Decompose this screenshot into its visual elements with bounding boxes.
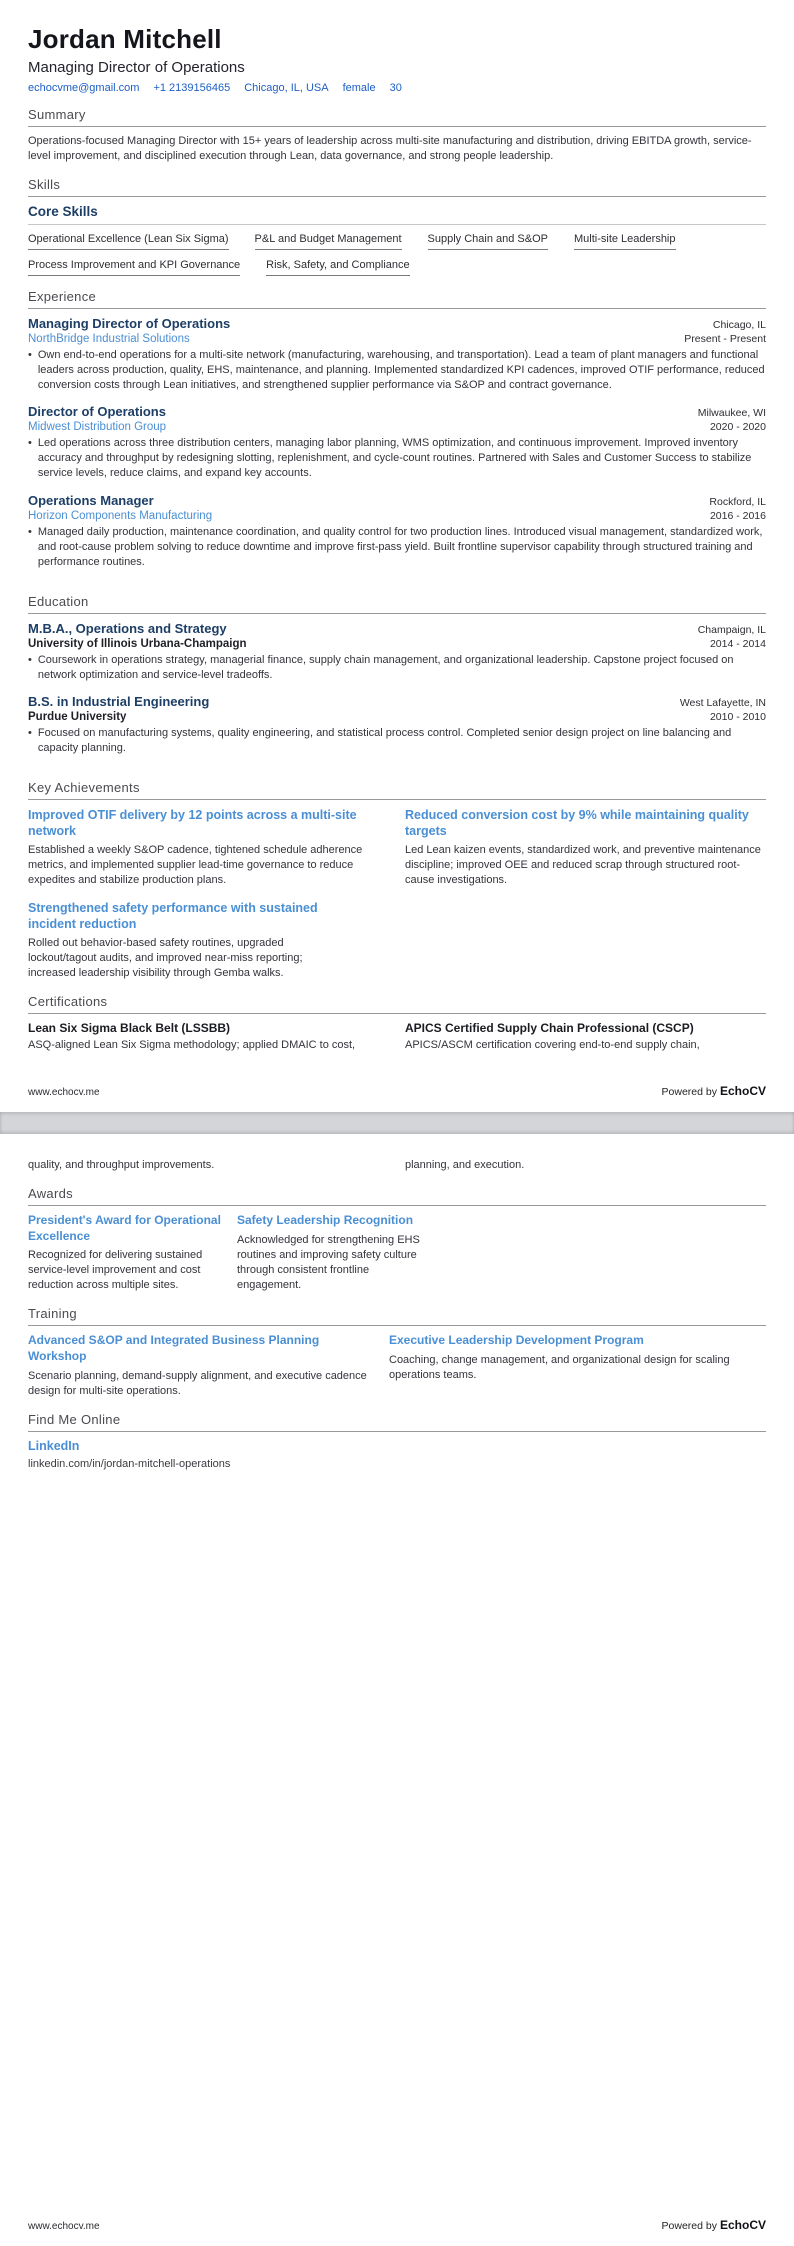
achievement-text: Rolled out behavior-based safety routines, upgraded lockout/tagout audits, and improved near-miss reporting; increased leadership visibility through Gemba walks. [28,937,303,980]
skill-item: Operational Excellence (Lean Six Sigma) [28,233,229,250]
achievements-grid [28,807,766,981]
achievements-section [28,767,766,981]
summary-section [28,94,766,164]
training-text: Scenario planning, demand-supply alignment, and executive cadence design for multi-site operations. [28,1369,367,1397]
skill-item: Multi-site Leadership [574,233,676,250]
contact-gender: female [342,82,376,94]
online-profile-url[interactable]: linkedin.com/in/jordan-mitchell-operations [28,1457,231,1470]
education-description: • Coursework in operations strategy, managerial finance, supply chain management, and organizational leadership. Capstone project focused on network optimization and service-level tradeoffs. [37,653,734,681]
experience-title-row [28,316,766,331]
certifications-grid [28,1021,766,1053]
training-section [28,1293,766,1398]
resume-page-1 [0,0,794,1112]
experience-company-row [28,331,766,345]
experience-section [28,276,766,581]
person-name: Jordan Mitchell [28,24,222,54]
section-heading-awards: Awards [28,1186,766,1206]
company-name: Horizon Components Manufacturing [28,509,213,522]
experience-title-row [28,404,766,419]
training-title: Advanced S&OP and Integrated Business Planning Workshop [28,1333,320,1364]
online-profile-label[interactable]: LinkedIn [28,1438,80,1453]
job-dates: 2020 - 2020 [709,421,766,434]
education-title-row [28,694,766,709]
education-entry [28,621,766,683]
section-heading-education: Education [28,594,766,614]
online-profile [28,1439,766,1470]
resume-page-2 [0,1134,794,2246]
section-heading-skills: Skills [28,177,766,197]
education-school-row [28,636,766,650]
job-description: • Own end-to-end operations for a multi-site network (manufacturing, warehousing, and transportation). Lead a team of plant managers and functional leaders across production, quality, EHS, maintenance, and planning. Implemented standardized KPI cadences, improved OTIF performance, reduced conversion costs through Lean initiatives, and strengthened supplier performance via S&OP and contract governance. [37,349,765,392]
job-location: Rockford, IL [709,495,766,508]
training-text: Coaching, change management, and organizational design for scaling operations teams. [389,1354,730,1382]
company-name: Midwest Distribution Group [28,421,167,434]
experience-title-row [28,493,766,508]
training-item [28,1333,373,1398]
school-location: West Lafayette, IN [679,696,766,709]
contact-location: Chicago, IL, USA [244,82,329,94]
section-heading-training: Training [28,1306,766,1326]
brand-name: EchoCV [719,2218,766,2232]
award-item [28,1213,223,1293]
achievement-item [405,807,766,888]
degree-title: M.B.A., Operations and Strategy [28,620,227,636]
award-title: President's Award for Operational Excellence [28,1213,221,1243]
achievement-title: Improved OTIF delivery by 12 points across a multi-site network [28,807,357,838]
page-footer [28,2210,766,2232]
school-location: Champaign, IL [697,623,766,636]
summary-text: Operations-focused Managing Director with 15+ years of leadership across multi-site manufacturing and distribution, driving EBITDA growth, service-level improvement, and disciplined execution through Lean, data governance, and strong people leadership. [28,135,752,163]
job-dates: 2016 - 2016 [709,509,766,522]
section-heading-find-me-online: Find Me Online [28,1412,766,1432]
skills-group-title: Core Skills [28,204,766,225]
degree-title: B.S. in Industrial Engineering [28,693,210,709]
powered-by-label: Powered by [661,2220,717,2232]
company-name: NorthBridge Industrial Solutions [28,333,190,346]
achievement-item [28,807,389,888]
education-title-row [28,621,766,636]
training-grid [28,1333,766,1398]
award-text: Acknowledged for strengthening EHS routines and improving safety culture through consistent frontline engagement. [237,1233,420,1291]
job-title: Operations Manager [28,492,154,508]
award-title: Safety Leadership Recognition [237,1213,414,1228]
achievement-text: Led Lean kaizen events, standardized work, and preventive maintenance discipline; improved OEE and reduced scrap through structured root-cause investigations. [405,843,761,887]
job-title: Managing Director of Operations [28,316,231,332]
certification-description: APICS/ASCM certification covering end-to-end supply chain, [405,1039,700,1052]
job-title: Director of Operations [28,404,166,420]
job-location: Milwaukee, WI [697,407,766,420]
powered-by [662,1084,766,1098]
skill-item: P&L and Budget Management [255,233,402,250]
page-break-gap [0,1112,794,1134]
education-bullet [28,653,766,683]
job-bullet [28,525,766,570]
training-title: Executive Leadership Development Program [389,1333,644,1348]
achievement-title: Strengthened safety performance with sustained incident reduction [28,901,318,932]
job-description: • Led operations across three distribution centers, managing labor planning, WMS optimization, and continuous improvement. Improved inventory accuracy and throughput by redesigning slotting, replenishment, and cycle-count routines. Partnered with Sales and Customer Success to stabilize service levels, reduce claims, and expand key accounts. [37,437,752,480]
section-heading-certifications: Certifications [28,994,766,1014]
skills-section [28,164,766,276]
contact-phone[interactable]: +1 2139156465 [153,82,231,94]
certification-name: Lean Six Sigma Black Belt (LSSBB) [28,1021,231,1036]
certification-description-continued: quality, and throughput improvements. [28,1159,215,1171]
job-description: • Managed daily production, maintenance coordination, and quality control for two production lines. Introduced visual management, standardized work, and root-cause problem solving to reduce downtime and improve first-pass yield. Built frontline supervisor capability through structured training and performance routines. [37,525,763,568]
footer-site-link[interactable]: www.echocv.me [28,1087,100,1098]
footer-site-link[interactable]: www.echocv.me [28,2221,100,2232]
certifications-section [28,981,766,1053]
certification-item [405,1021,766,1053]
job-bullet [28,436,766,481]
award-text: Recognized for delivering sustained service-level improvement and cost reduction across multiple sites. [28,1249,203,1292]
skill-item: Risk, Safety, and Compliance [266,259,409,276]
skill-item: Process Improvement and KPI Governance [28,259,240,276]
school-dates: 2010 - 2010 [709,710,766,723]
section-heading-experience: Experience [28,289,766,309]
certifications-continued-grid [28,1158,766,1173]
brand-name: EchoCV [719,1084,766,1098]
awards-section [28,1173,766,1293]
section-heading-achievements: Key Achievements [28,780,766,800]
experience-entry [28,316,766,393]
achievement-item [28,900,389,981]
achievement-text: Established a weekly S&OP cadence, tightened schedule adherence metrics, and implemented supplier lead-time governance to reduce expedites and stabilize production plans. [28,843,363,887]
powered-by [662,2218,766,2232]
award-item [237,1213,432,1293]
education-section [28,581,766,767]
experience-company-row [28,419,766,433]
page-footer [28,1076,766,1098]
contact-age: 30 [389,82,402,94]
experience-entry [28,404,766,481]
skill-item: Supply Chain and S&OP [428,233,548,250]
resume-header [28,24,766,94]
education-bullet [28,726,766,756]
find-me-online-section [28,1399,766,1470]
experience-entry [28,493,766,570]
awards-grid [28,1213,766,1293]
job-dates: Present - Present [684,333,766,346]
education-entry [28,694,766,756]
contact-row [28,82,766,94]
job-location: Chicago, IL [712,319,766,332]
training-item [389,1333,734,1398]
school-dates: 2014 - 2014 [709,637,766,650]
experience-company-row [28,508,766,522]
school-name: Purdue University [28,710,127,723]
school-name: University of Illinois Urbana-Champaign [28,637,247,650]
certification-name: APICS Certified Supply Chain Professional (CSCP) [405,1021,694,1036]
certification-description: ASQ-aligned Lean Six Sigma methodology; applied DMAIC to cost, [28,1039,356,1052]
skills-list [28,233,766,276]
powered-by-label: Powered by [661,1086,717,1098]
contact-email[interactable]: echocvme@gmail.com [28,82,140,94]
certification-item [28,1021,389,1053]
person-job-title: Managing Director of Operations [28,59,245,76]
job-bullet [28,348,766,393]
achievement-title: Reduced conversion cost by 9% while maintaining quality targets [405,807,749,838]
certification-description-continued: planning, and execution. [405,1159,525,1171]
section-heading-summary: Summary [28,107,766,127]
education-description: • Focused on manufacturing systems, quality engineering, and statistical process control. Completed senior design project on line balancing and capacity planning. [37,726,732,754]
education-school-row [28,709,766,723]
